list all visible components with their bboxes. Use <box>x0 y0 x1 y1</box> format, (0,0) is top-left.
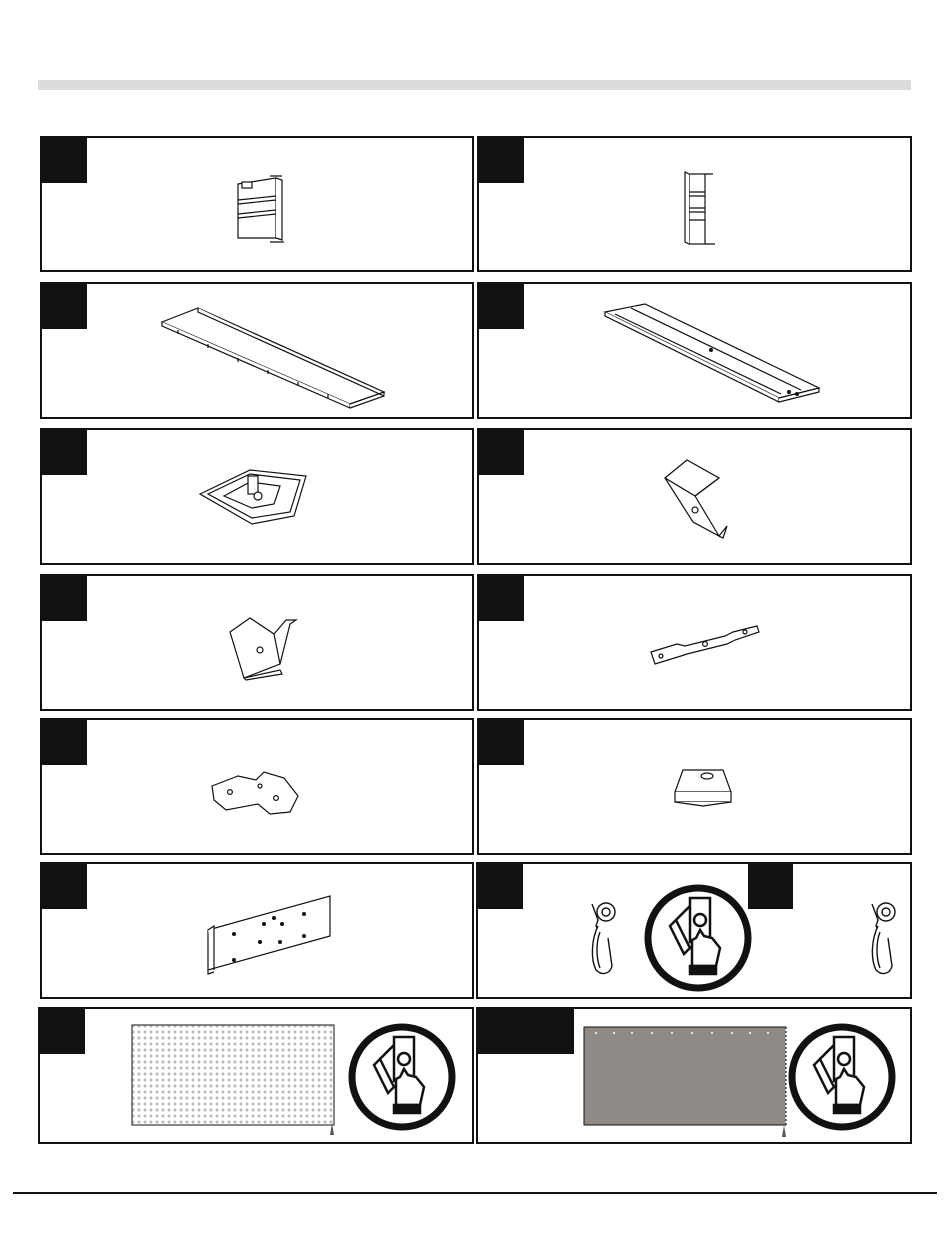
mesh-cover-icon <box>130 1023 340 1141</box>
gusset-bracket-icon <box>224 608 304 688</box>
part-panel-3 <box>40 282 474 419</box>
part-panel-8 <box>477 574 912 711</box>
part-number-tab <box>42 720 87 765</box>
roller-hook-icon <box>862 898 902 978</box>
part-number-tab <box>479 720 524 765</box>
footer-rule <box>13 1192 937 1194</box>
part-panel-14 <box>476 1007 912 1144</box>
part-number-tab <box>40 1009 85 1054</box>
part-number-tab <box>479 138 524 183</box>
part-panel-12 <box>476 862 912 999</box>
roller-hook-icon <box>582 898 622 978</box>
header-bar <box>38 80 911 90</box>
part-number-tab <box>42 284 87 329</box>
part-panel-1 <box>40 136 474 272</box>
part-panel-9 <box>40 718 474 855</box>
part-number-tab <box>479 576 524 621</box>
part-panel-11 <box>40 862 474 999</box>
part-number-tab <box>42 138 87 183</box>
angle-bracket-icon <box>659 456 739 546</box>
part-number-tab <box>478 1009 574 1054</box>
part-number-tab <box>42 576 87 621</box>
flat-strap-icon <box>647 622 767 672</box>
part-number-tab <box>478 864 523 909</box>
part-number-tab <box>748 864 793 909</box>
back-panel-icon <box>204 890 344 980</box>
part-number-tab <box>42 864 87 909</box>
part-number-tab <box>479 284 524 329</box>
part-panel-6 <box>477 428 912 565</box>
upright-bracket-icon <box>679 168 719 248</box>
solid-cover-icon <box>582 1025 794 1143</box>
base-plate-icon <box>194 464 314 534</box>
part-panel-13 <box>38 1007 474 1144</box>
corner-plate-icon <box>208 766 308 826</box>
hand-with-money-icon <box>786 1021 898 1133</box>
corner-bracket-icon <box>230 174 290 244</box>
ridge-beam-icon <box>158 300 398 410</box>
part-panel-2 <box>477 136 912 272</box>
part-number-tab <box>42 430 87 475</box>
part-panel-7 <box>40 574 474 711</box>
part-panel-4 <box>477 282 912 419</box>
hand-with-money-icon <box>346 1021 458 1133</box>
rubber-foot-icon <box>669 762 739 812</box>
part-panel-10 <box>477 718 912 855</box>
channel-rail-icon <box>601 300 831 410</box>
part-panel-5 <box>40 428 474 565</box>
part-number-tab <box>479 430 524 475</box>
hand-with-money-icon <box>642 882 754 994</box>
